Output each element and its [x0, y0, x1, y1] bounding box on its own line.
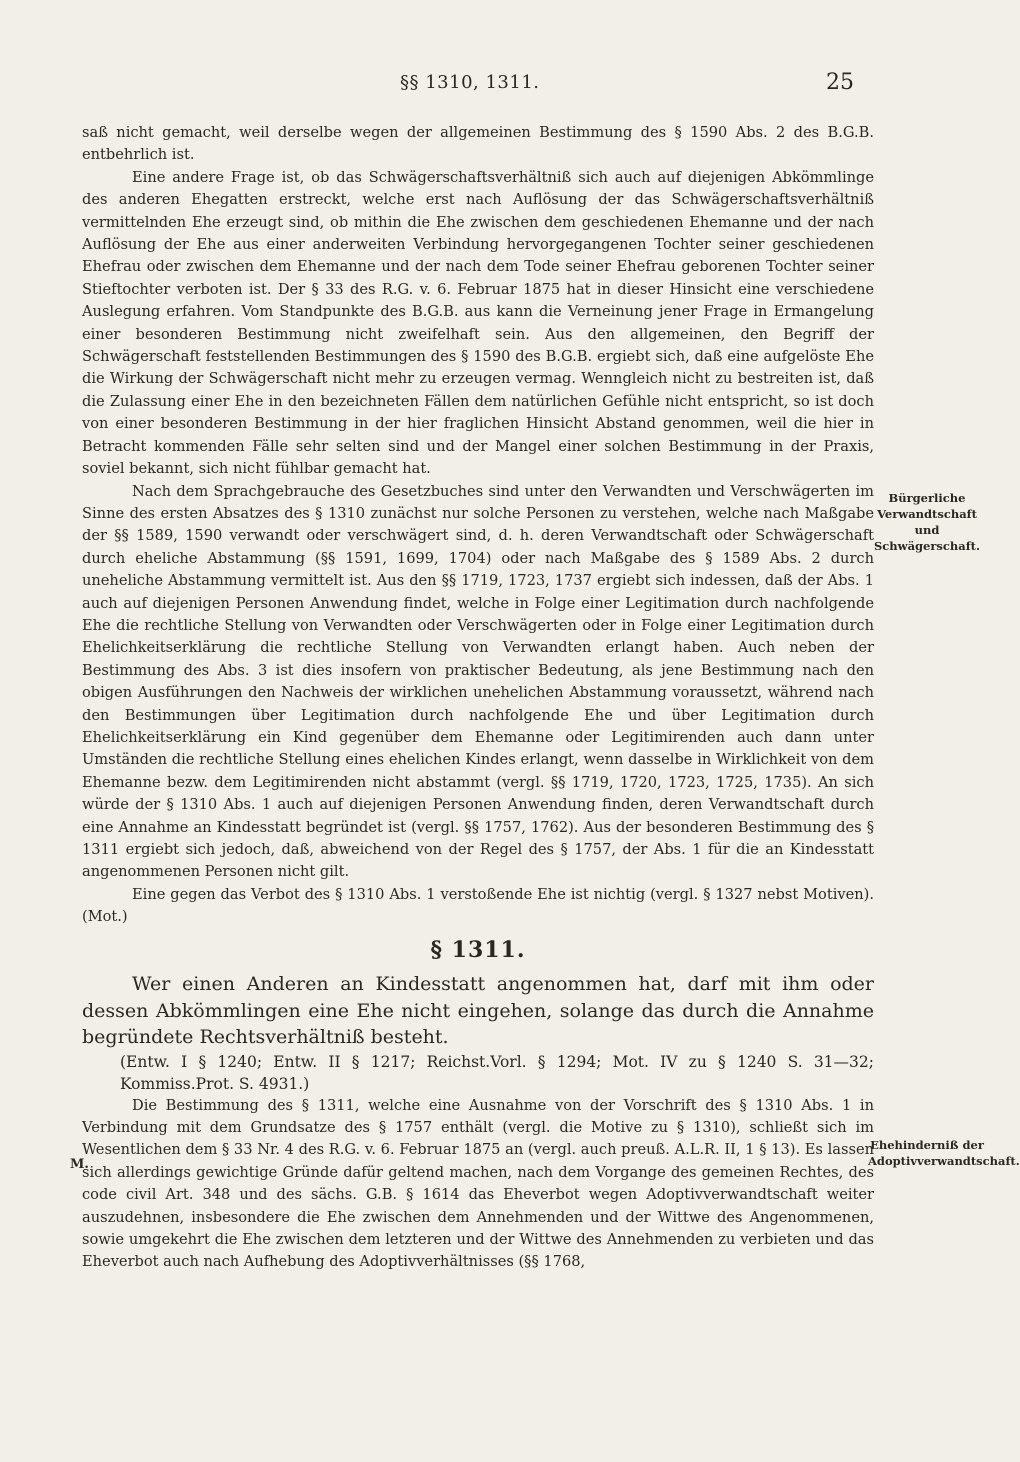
running-head: §§ 1310, 1311. — [400, 72, 540, 93]
statute-text: Wer einen Anderen an Kindesstatt angenommen hat, darf mit ihm oder dessen Abkömmlingen eine Ehe nicht eingehen, solange das durch die Annahme begründete Rechtsverhältniß besteht. — [82, 973, 874, 1049]
paragraph-schwaegerschaft-question: Eine andere Frage ist, ob das Schwägerschaftsverhältniß sich auch auf diejenigen Abkömmlinge des anderen Ehegatten erstreckt, welche erst nach Auflösung der das Schwägerschaftsverhältniß vermittelnden Ehe erzeugt sind, ob mithin die Ehe zwischen dem geschiedenen Ehemanne und der nach Auflösung der Ehe aus einer anderweiten Verbindung hervorgegangenen Tochter seiner geschiedenen Ehefrau oder zwischen dem Ehemanne und der nach dem Tode seiner Ehefrau geborenen Tochter seiner Stieftochter verboten ist. Der § 33 des R.G. v. 6. Februar 1875 hat in dieser Hinsicht eine verschiedene Auslegung erfahren. Vom Standpunkte des B.G.B. aus kann die Verneinung jener Frage in Ermangelung einer besonderen Bestimmung nicht zweifelhaft sein. Aus den allgemeinen, den Begriff der Schwägerschaft feststellenden Bestimmungen des § 1590 des B.G.B. ergiebt sich, daß eine aufgelöste Ehe die Wirkung der Schwägerschaft nicht mehr zu erzeugen vermag. Wenngleich nicht zu bestreiten ist, daß die Zulassung einer Ehe in den bezeichneten Fällen dem natürlichen Gefühle nicht entspricht, so ist doch von einer besonderen Bestimmung in der hier fraglichen Hinsicht Abstand genommen, weil die hier in Betracht kommenden Fälle sehr selten sind und der Mangel einer solchen Bestimmung in der Praxis, soviel bekannt, sich nicht fühlbar gemacht hat. — [82, 168, 874, 478]
paragraph-verwandte-definition: Nach dem Sprachgebrauche des Gesetzbuches sind unter den Verwandten und Verschwägerten im Sinne des ersten Absatzes des § 1310 zunächst nur solche Personen zu verstehen, welche nach Maßgabe der §§ 1589, 1590 verwandt oder verschwägert sind, d. h. deren Verwandtschaft oder Schwägerschaft durch eheliche Abstammung (§§ 1591, 1699, 1704) oder nach Maßgabe des § 1589 Abs. 2 durch uneheliche Abstammung vermittelt ist. Aus den §§ 1719, 1723, 1737 ergiebt sich indessen, daß der Abs. 1 auch auf diejenigen Personen Anwendung findet, welche in Folge einer Legitimation durch nachfolgende Ehe die rechtliche Stellung von Verwandten oder Verschwägerten oder in Folge einer Legitimation durch Ehelichkeitserklärung die rechtliche Stellung von Verwandten erlangt haben. Auch neben der Bestimmung des Abs. 3 ist dies insofern von praktischer Bedeutung, als jene Bestimmung nach den obigen Ausführungen den Nachweis der wirklichen unehelichen Abstammung voraussetzt, während nach den Bestimmungen über Legitimation durch nachfolgende Ehe und über Legitimation durch Ehelichkeitserklärung ein Kind gegenüber dem Ehemanne oder Legitimirenden auch dann unter Umständen die rechtliche Stellung eines ehelichen Kindes erlangt, wenn dasselbe in Wirklichkeit von dem Ehemanne bezw. dem Legitimirenden nicht abstammt (vergl. §§ 1719, 1720, 1723, 1725, 1735). An sich würde der § 1310 Abs. 1 auch auf diejenigen Personen Anwendung finden, deren Verwandtschaft durch eine Annahme an Kindesstatt begründet ist (vergl. §§ 1757, 1762). Aus der besonderen Bestimmung des § 1311 ergiebt sich jedoch, daß, abweichend von der Regel des § 1757, der Abs. 1 für die an Kindesstatt angenommenen Personen nicht gilt. — [82, 482, 874, 881]
section-heading: § 1311. — [430, 936, 526, 963]
paragraph-continuation: saß nicht gemacht, weil derselbe wegen der allgemeinen Bestimmung des § 1590 Abs. 2 des B.G.B. entbehrlich ist. — [82, 124, 874, 164]
margin-marker-m: M. — [70, 1157, 89, 1172]
paragraph-nichtig: Eine gegen das Verbot des § 1310 Abs. 1 verstoßende Ehe ist nichtig (vergl. § 1327 nebst Motiven). (Mot.) — [82, 885, 874, 926]
margin-note-verwandtschaft: Bürgerliche Verwandtschaft und Schwägerschaft. — [874, 491, 980, 553]
references: (Entw. I § 1240; Entw. II § 1217; Reichst.Vorl. § 1294; Mot. IV zu § 1240 S. 31—32; Kommiss.Prot. S. 4931.) — [120, 1052, 874, 1093]
margin-note-adoptiv: Ehehinderniß der Adoptivverwandtschaft. — [868, 1138, 1020, 1168]
page-number: 25 — [826, 70, 854, 95]
body-text-column — [82, 122, 874, 1274]
paragraph-motive-1311: Die Bestimmung des § 1311, welche eine Ausnahme von der Vorschrift des § 1310 Abs. 1 in Verbindung mit dem Grundsatze des § 1757 enthält (vergl. die Motive zu § 1310), schließt sich im Wesentlichen dem § 33 Nr. 4 des R.G. v. 6. Februar 1875 an (vergl. auch preuß. A.L.R. II, 1 § 13). Es lassen sich allerdings gewichtige Gründe dafür geltend machen, nach dem Vorgange des gemeinen Rechtes, des code civil Art. 348 und des sächs. G.B. § 1614 das Eheverbot wegen Adoptivverwandtschaft weiter auszudehnen, insbesondere die Ehe zwischen dem Annehmenden und der Wittwe des Angenommenen, sowie umgekehrt die Ehe zwischen dem letzteren und der Wittwe des Annehmenden zu verbieten und das Eheverbot auch nach Aufhebung des Adoptivverhältnisses (§§ 1768, — [82, 1096, 874, 1271]
